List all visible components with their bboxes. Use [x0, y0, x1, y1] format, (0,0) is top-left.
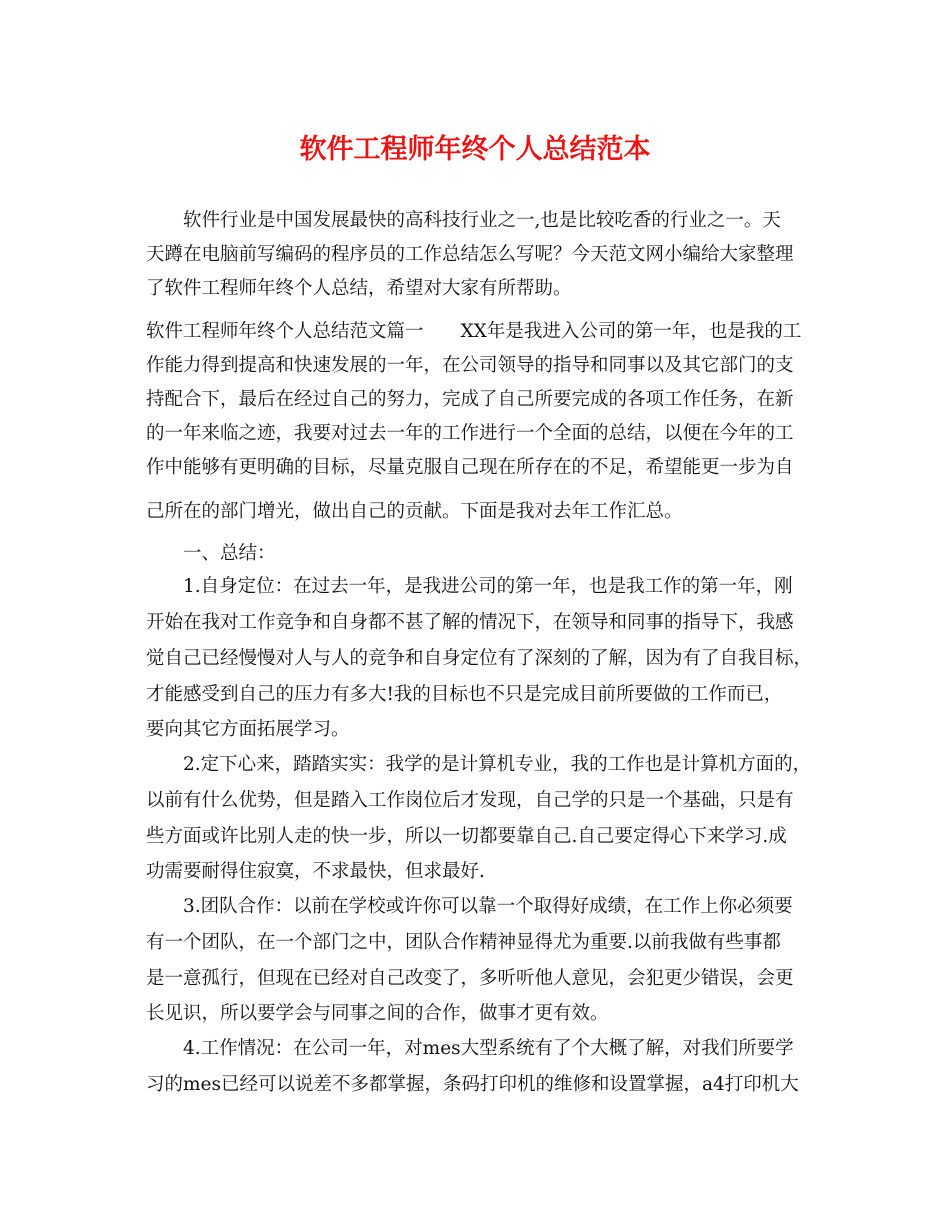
section-heading: 一、总结：: [183, 543, 276, 564]
paragraph-line: 软件行业是中国发展最快的高科技行业之一,也是比较吃香的行业之一。天: [183, 210, 781, 231]
paragraph-line: 要向其它方面拓展学习。: [146, 719, 350, 740]
paragraph-line: 3.团队合作：以前在学校或许你可以靠一个取得好成绩，在工作上你必须要: [183, 896, 793, 917]
paragraph-line: 1.自身定位：在过去一年，是我进公司的第一年，也是我工作的第一年，刚: [183, 576, 793, 597]
paragraph-line: 些方面或许比别人走的快一步，所以一切都要靠自己.自己要定得心下来学习.成: [146, 826, 787, 847]
paragraph-line: 作中能够有更明确的目标，尽量克服自己现在所存在的不足，希望能更一步为自: [146, 457, 794, 478]
paragraph-line: 是一意孤行，但现在已经对自己改变了，多听听他人意见，会犯更少错误，会更: [146, 968, 794, 989]
paragraph-line: 了软件工程师年终个人总结，希望对大家有所帮助。: [146, 278, 572, 299]
paragraph-line: 习的mes已经可以说差不多都掌握，条码打印机的维修和设置掌握，a4打印机大: [146, 1074, 799, 1095]
paragraph-line: 软件工程师年终个人总结范文篇一 XX年是我进入公司的第一年，也是我的工: [146, 321, 802, 342]
paragraph-line: 4.工作情况：在公司一年，对mes大型系统有了个大概了解，对我们所要学: [183, 1038, 794, 1059]
paragraph-line: 开始在我对工作竞争和自身都不甚了解的情况下，在领导和同事的指导下，我感: [146, 612, 794, 633]
paragraph-line: 长见识，所以要学会与同事之间的合作，做事才更有效。: [146, 1003, 609, 1024]
paragraph-line: 持配合下，最后在经过自己的努力，完成了自己所要完成的各项工作任务，在新: [146, 389, 794, 410]
paragraph-line: 功需要耐得住寂寞，不求最快，但求最好.: [146, 861, 485, 882]
paragraph-line: 有一个团队，在一个部门之中，团队合作精神显得尤为重要.以前我做有些事都: [146, 932, 781, 953]
document-title: 软件工程师年终个人总结范本: [299, 134, 651, 165]
paragraph-line: 天蹲在电脑前写编码的程序员的工作总结怎么写呢？今天范文网小编给大家整理: [146, 244, 794, 265]
paragraph-line: 才能感受到自己的压力有多大!我的目标也不只是完成目前所要做的工作而已，: [146, 684, 783, 705]
paragraph-line: 觉自己已经慢慢对人与人的竞争和自身定位有了深刻的了解，因为有了自我目标，: [146, 648, 813, 669]
paragraph-line: 以前有什么优势，但是踏入工作岗位后才发现，自己学的只是一个基础，只是有: [146, 790, 794, 811]
paragraph-line: 的一年来临之迹，我要对过去一年的工作进行一个全面的总结，以便在今年的工: [146, 423, 794, 444]
paragraph-line: 2.定下心来，踏踏实实：我学的是计算机专业，我的工作也是计算机方面的，: [183, 754, 812, 775]
paragraph-line: 己所在的部门增光，做出自己的贡献。下面是我对去年工作汇总。: [146, 501, 683, 522]
paragraph-line: 作能力得到提高和快速发展的一年，在公司领导的指导和同事以及其它部门的支: [146, 355, 794, 376]
